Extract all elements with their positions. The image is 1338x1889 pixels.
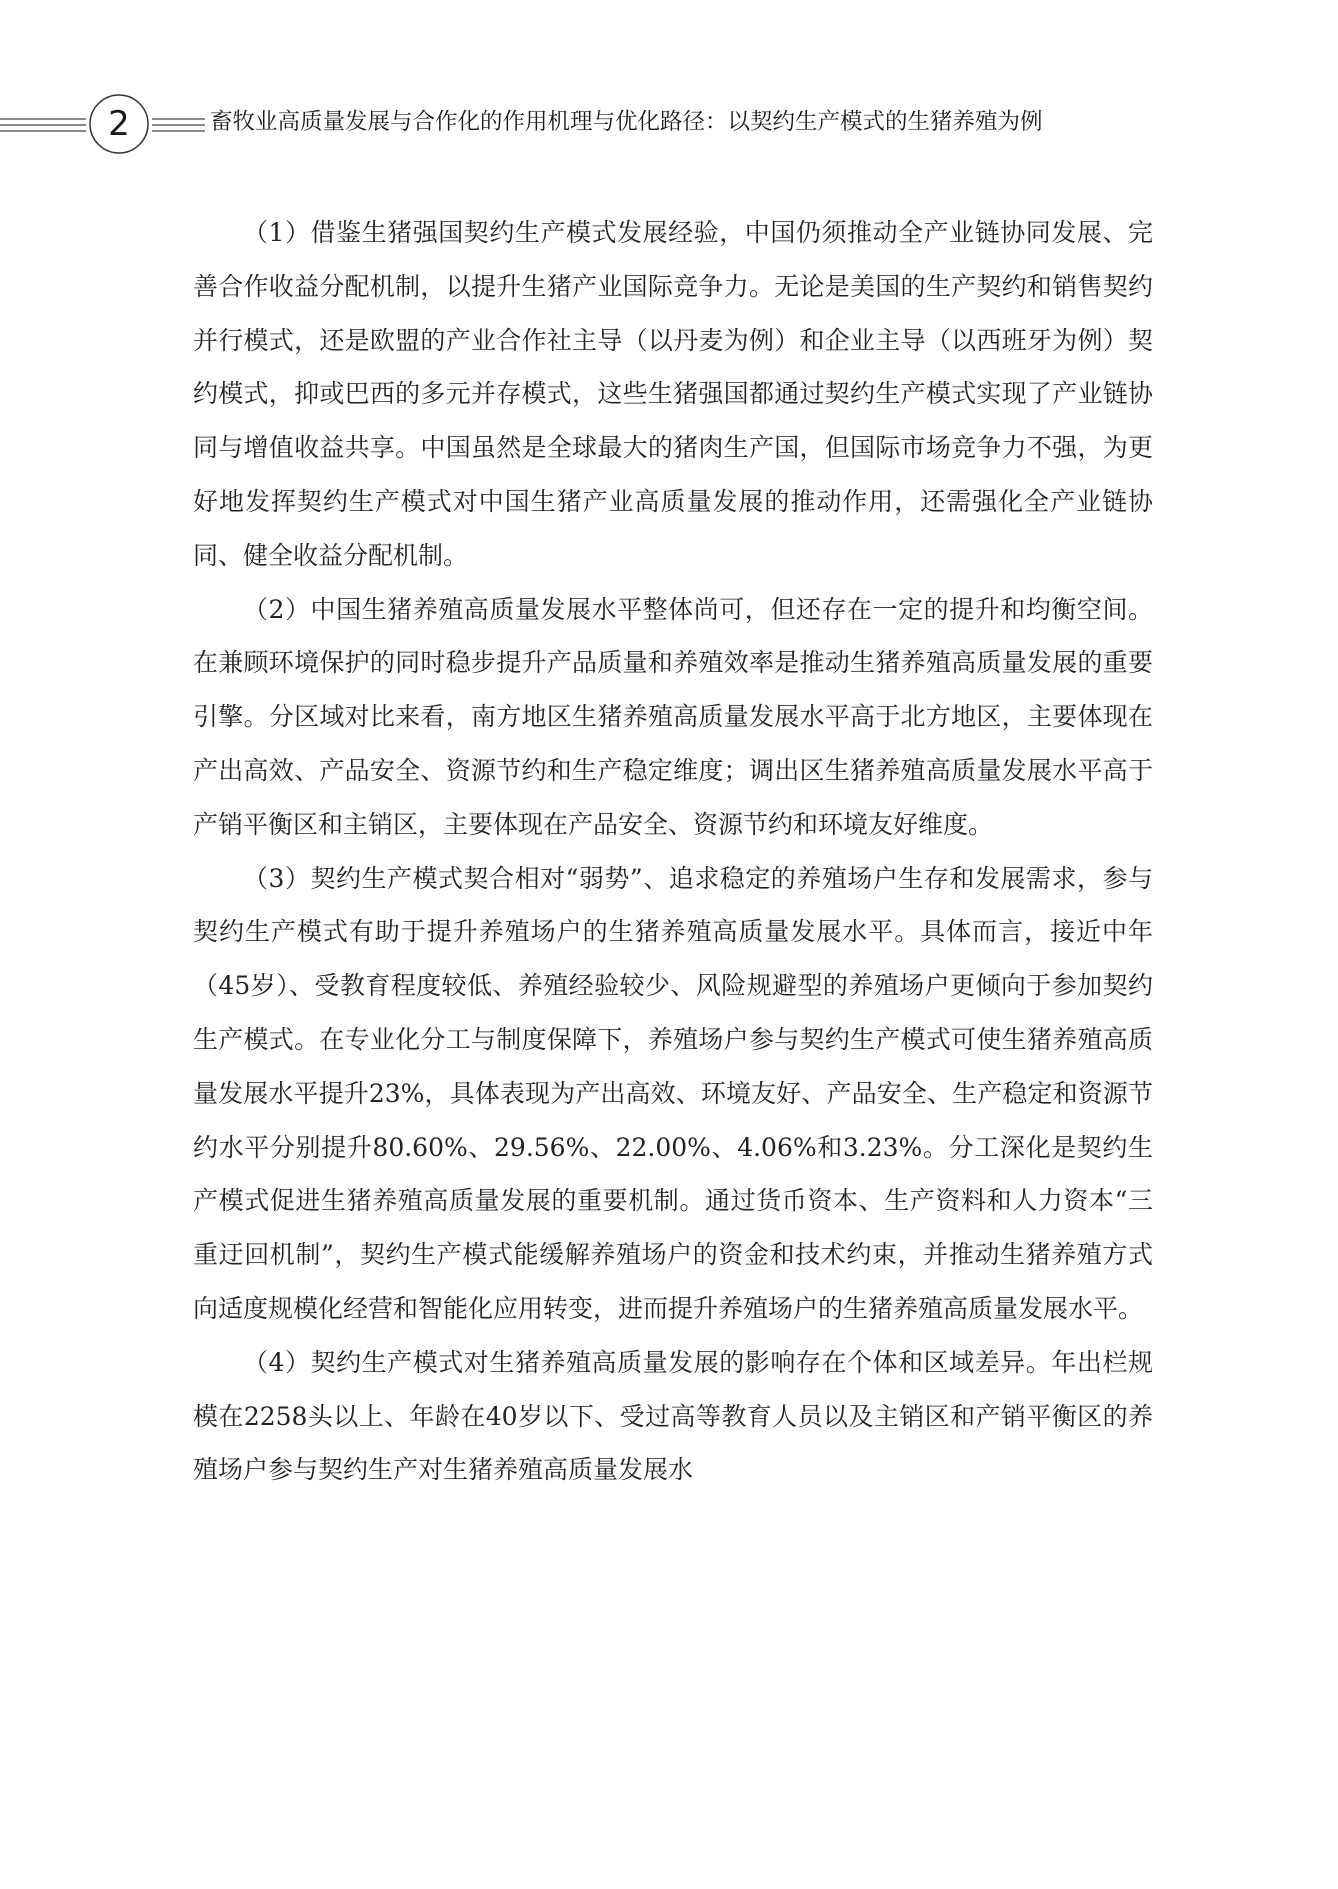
paragraph-4: （4）契约生产模式对生猪养殖高质量发展的影响存在个体和区域差异。年出栏规模在2258头以上、年龄在40岁以下、受过高等教育人员以及主销区和产销平衡区的养殖场户参与契约生产对生猪养殖高质量发展水 (193, 1347, 1153, 1485)
page-number: 2 (108, 104, 130, 144)
page-header (0, 92, 1338, 162)
paragraph-3: （3）契约生产模式契合相对“弱势”、追求稳定的养殖场户生存和发展需求，参与契约生产模式有助于提升养殖场户的生猪养殖高质量发展水平。具体而言，接近中年（45岁）、受教育程度较低、养殖经验较少、风险规避型的养殖场户更倾向于参加契约生产模式。在专业化分工与制度保障下，养殖场户参与契约生产模式可使生猪养殖高质量发展水平提升23%，具体表现为产出高效、环境友好、产品安全、生产稳定和资源节约水平分别提升80.60%、29.56%、22.00%、4.06%和3.23%。分工深化是契约生产模式促进生猪养殖高质量发展的重要机制。通过货币资本、生产资料和人力资本“三重迂回机制”，契约生产模式能缓解养殖场户的资金和技术约束，并推动生猪养殖方式向适度规模化经营和智能化应用转变，进而提升养殖场户的生猪养殖高质量发展水平。 (193, 863, 1153, 1323)
paragraph-2: （2）中国生猪养殖高质量发展水平整体尚可，但还存在一定的提升和均衡空间。在兼顾环境保护的同时稳步提升产品质量和养殖效率是推动生猪养殖高质量发展的重要引擎。分区域对比来看，南方地区生猪养殖高质量发展水平高于北方地区，主要体现在产出高效、产品安全、资源节约和生产稳定维度；调出区生猪养殖高质量发展水平高于产销平衡区和主销区，主要体现在产品安全、资源节约和环境友好维度。 (193, 594, 1153, 839)
body-text (193, 206, 1153, 1497)
paragraph-1: （1）借鉴生猪强国契约生产模式发展经验，中国仍须推动全产业链协同发展、完善合作收益分配机制，以提升生猪产业国际竞争力。无论是美国的生产契约和销售契约并行模式，还是欧盟的产业合作社主导（以丹麦为例）和企业主导（以西班牙为例）契约模式，抑或巴西的多元并存模式，这些生猪强国都通过契约生产模式实现了产业链协同与增值收益共享。中国虽然是全球最大的猪肉生产国，但国际市场竞争力不强，为更好地发挥契约生产模式对中国生猪产业高质量发展的推动作用，还需强化全产业链协同、健全收益分配机制。 (193, 218, 1153, 570)
running-title: 畜牧业高质量发展与合作化的作用机理与优化路径：以契约生产模式的生猪养殖为例 (210, 109, 1043, 135)
